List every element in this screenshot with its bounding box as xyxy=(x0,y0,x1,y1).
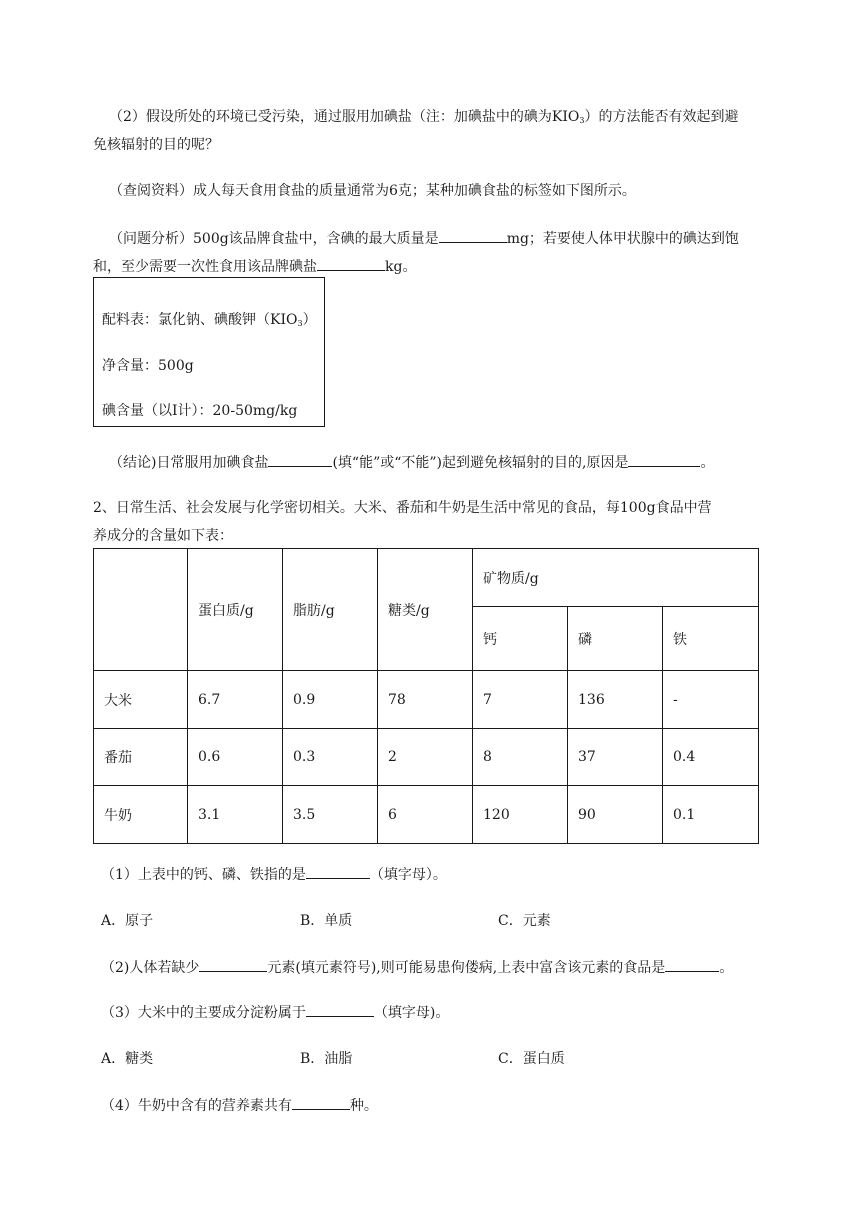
cell-phosphorus: 90 xyxy=(568,786,663,844)
header-phosphorus: 磷 xyxy=(568,607,663,671)
cell-protein: 0.6 xyxy=(188,729,283,786)
conclusion-line xyxy=(109,452,714,473)
cell-sugar: 78 xyxy=(378,671,473,729)
salt-label-box xyxy=(93,277,325,427)
analysis-text-2: 和，至少需要一次性食用该品牌碘盐 xyxy=(93,259,317,275)
answer-blank-7[interactable] xyxy=(665,957,719,972)
subquestion-1-end: （填字母）。 xyxy=(369,867,447,883)
conclusion-end: 。 xyxy=(700,455,715,471)
answer-blank-4[interactable] xyxy=(628,452,700,467)
label-ingredients-text: 配料表：氯化钠、碘酸钾（KIO xyxy=(102,312,298,328)
q2-intro-line2: 免核辐射的目的呢？ xyxy=(93,137,219,153)
header-empty-cell xyxy=(94,549,188,671)
nutrition-table xyxy=(93,548,759,844)
answer-blank-3[interactable] xyxy=(268,452,332,467)
subquestion-2-text-2: 元素(填元素符号),则可能易患佝偻病,上表中富含该元素的食品是 xyxy=(267,960,666,976)
table-row xyxy=(94,729,759,786)
reference-line: （查阅资料）成人每天食用食盐的质量通常为6克；某种加碘食盐的标签如下图所示。 xyxy=(109,183,636,199)
answer-blank-9[interactable] xyxy=(292,1095,350,1110)
option-c-element[interactable]: C．元素 xyxy=(498,913,551,929)
cell-food: 牛奶 xyxy=(94,786,188,844)
subscript-3: 3 xyxy=(579,116,585,125)
cell-protein: 6.7 xyxy=(188,671,283,729)
subquestion-4-text: （4）牛奶中含有的营养素共有 xyxy=(101,1098,292,1114)
cell-calcium: 7 xyxy=(473,671,568,729)
subquestion-3 xyxy=(101,1002,449,1023)
header-minerals: 矿物质/g xyxy=(473,549,759,607)
cell-sugar: 2 xyxy=(378,729,473,786)
answer-blank-2[interactable] xyxy=(317,256,385,271)
analysis-unit-1: mg；若要使人体甲状腺中的碘达到饱 xyxy=(506,231,739,247)
option-a-sugar[interactable]: A．糖类 xyxy=(101,1051,154,1067)
header-sugar: 糖类/g xyxy=(378,549,473,671)
answer-blank-1[interactable] xyxy=(439,228,507,243)
subquestion-3-end: （填字母)。 xyxy=(373,1005,450,1021)
cell-protein: 3.1 xyxy=(188,786,283,844)
cell-fat: 0.9 xyxy=(283,671,378,729)
subquestion-2 xyxy=(101,957,733,978)
cell-iron: - xyxy=(663,671,759,729)
label-ingredients-end: ） xyxy=(302,312,317,328)
cell-fat: 3.5 xyxy=(283,786,378,844)
cell-iron: 0.4 xyxy=(663,729,759,786)
subquestion-4-end: 种。 xyxy=(349,1098,378,1114)
q2-intro-text: （2）假设所处的环境已受污染，通过服用加碘盐（注：加碘盐中的碘为KIO xyxy=(109,109,580,125)
cell-iron: 0.1 xyxy=(663,786,759,844)
subquestion-1 xyxy=(101,864,447,885)
header-calcium: 钙 xyxy=(473,607,568,671)
option-b-element-substance[interactable]: B．单质 xyxy=(300,913,353,929)
subquestion-4 xyxy=(101,1095,378,1116)
cell-sugar: 6 xyxy=(378,786,473,844)
subquestion-2-end: 。 xyxy=(719,960,734,976)
cell-phosphorus: 37 xyxy=(568,729,663,786)
analysis-text-1: （问题分析）500g该品牌食盐中，含碘的最大质量是 xyxy=(109,231,439,247)
analysis-line2 xyxy=(93,256,416,277)
table-header-row xyxy=(94,549,759,607)
question2-title-line2: 养成分的含量如下表： xyxy=(93,528,233,544)
label-net-weight: 净含量：500g xyxy=(102,358,194,374)
subquestion-1-text: （1）上表中的钙、磷、铁指的是 xyxy=(101,867,306,883)
cell-food: 番茄 xyxy=(94,729,188,786)
q2-intro-text-end: ）的方法能否有效起到避 xyxy=(584,109,739,125)
conclusion-text-2: (填“能”或“不能”)起到避免核辐射的目的,原因是 xyxy=(332,455,629,471)
subquestion-2-text-1: （2)人体若缺少 xyxy=(101,960,200,976)
label-iodine-content: 碘含量（以I计）：20-50mg/kg xyxy=(102,403,298,419)
label-subscript-3: 3 xyxy=(297,319,303,328)
header-fat: 脂肪/g xyxy=(283,549,378,671)
option-c-protein[interactable]: C．蛋白质 xyxy=(498,1051,565,1067)
q2-intro-line1 xyxy=(109,107,738,131)
subquestion-3-text: （3）大米中的主要成分淀粉属于 xyxy=(101,1005,306,1021)
header-protein: 蛋白质/g xyxy=(188,549,283,671)
analysis-unit-2: kg。 xyxy=(385,259,417,275)
table-row xyxy=(94,786,759,844)
conclusion-text-1: （结论)日常服用加碘食盐 xyxy=(109,455,269,471)
option-a-atom[interactable]: A．原子 xyxy=(101,913,154,929)
option-b-oil[interactable]: B．油脂 xyxy=(300,1051,353,1067)
cell-food: 大米 xyxy=(94,671,188,729)
cell-fat: 0.3 xyxy=(283,729,378,786)
header-iron: 铁 xyxy=(663,607,759,671)
cell-calcium: 8 xyxy=(473,729,568,786)
question2-title-line1: 2、日常生活、社会发展与化学密切相关。大米、番茄和牛奶是生活中常见的食品，每100g食品中营 xyxy=(93,500,712,516)
table-row xyxy=(94,671,759,729)
cell-calcium: 120 xyxy=(473,786,568,844)
answer-blank-8[interactable] xyxy=(306,1002,374,1017)
label-ingredients xyxy=(102,309,317,329)
cell-phosphorus: 136 xyxy=(568,671,663,729)
analysis-line1 xyxy=(109,228,739,249)
answer-blank-6[interactable] xyxy=(199,957,267,972)
answer-blank-5[interactable] xyxy=(306,864,370,879)
